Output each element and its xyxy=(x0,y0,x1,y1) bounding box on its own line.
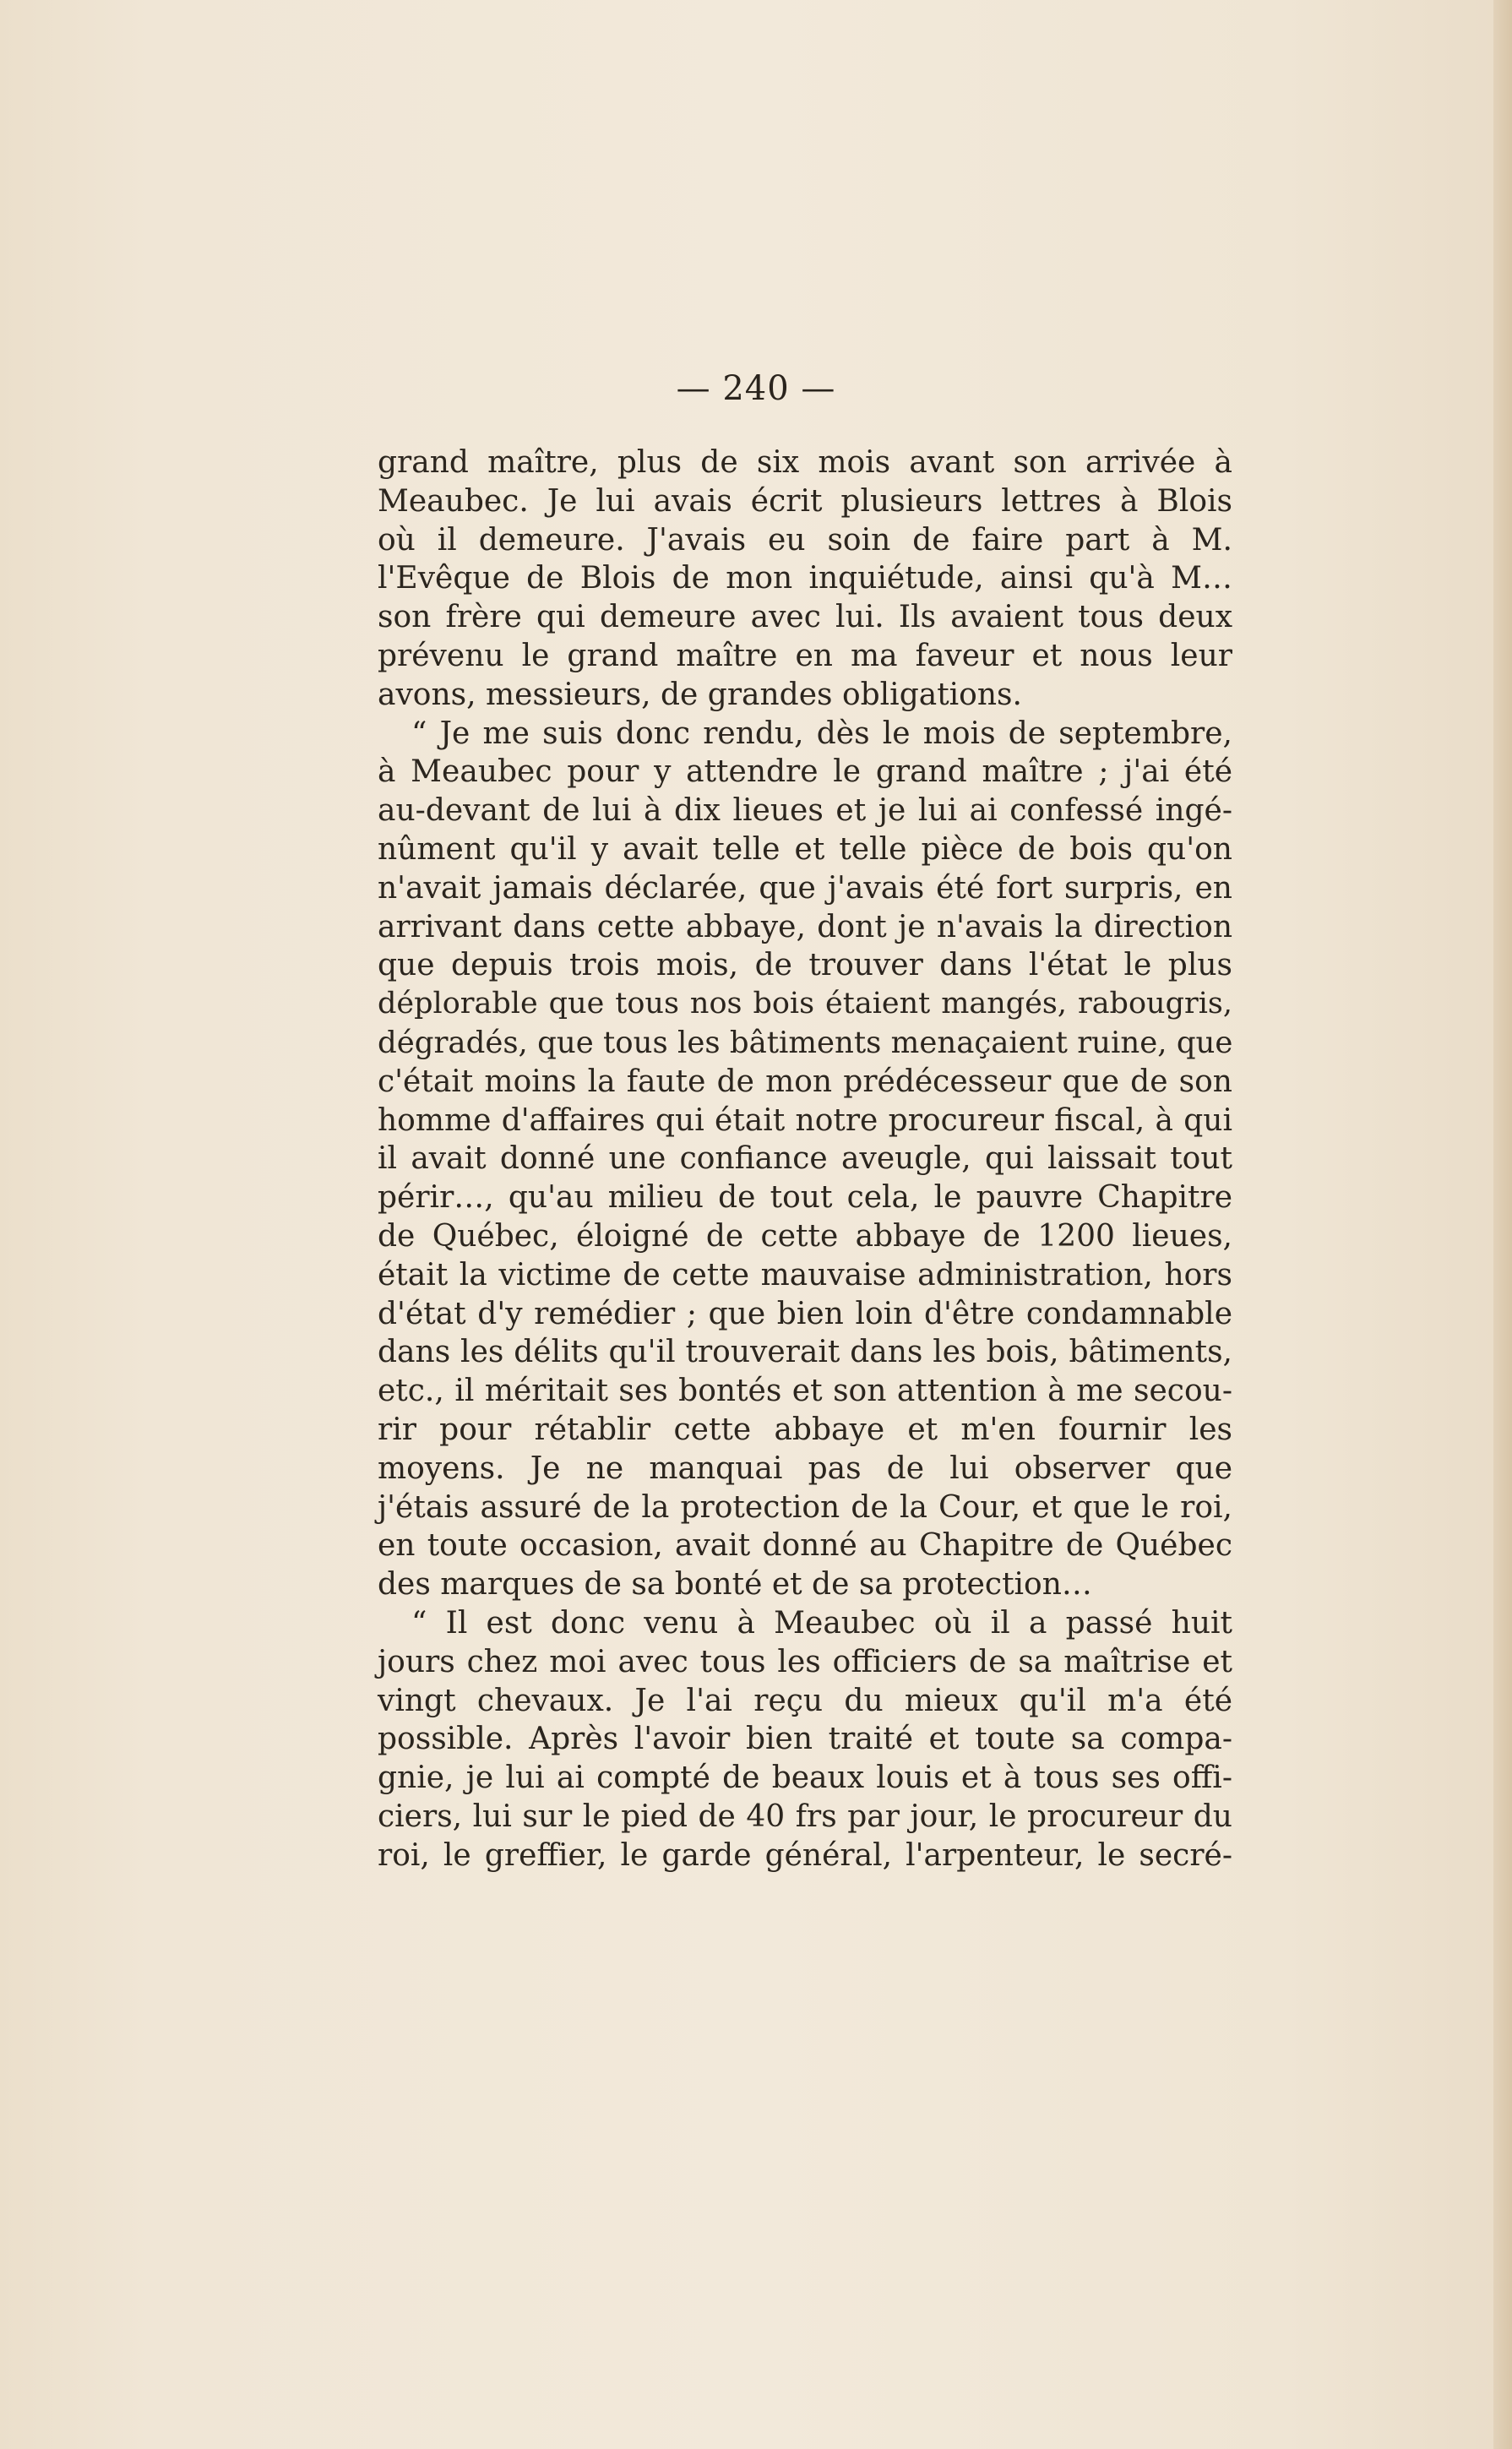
text-line: jours chez moi avec tous les officiers de sa maîtrise et xyxy=(378,1644,1232,1679)
text-line: nûment qu'il y avait telle et telle pièce de bois qu'on xyxy=(378,831,1232,867)
text-line: rir pour rétablir cette abbaye et m'en fournir les xyxy=(378,1412,1232,1447)
text-line: de Québec, éloigné de cette abbaye de 1200 lieues, xyxy=(378,1218,1232,1254)
text-line: d'état d'y remédier ; que bien loin d'être condamnable xyxy=(378,1296,1232,1331)
text-line: prévenu le grand maître en ma faveur et nous leur xyxy=(378,638,1232,673)
text-line: où il demeure. J'avais eu soin de faire part à M. xyxy=(378,522,1232,558)
text-line: des marques de sa bonté et de sa protection… xyxy=(378,1567,1092,1603)
text-line: était la victime de cette mauvaise administration, hors xyxy=(378,1257,1232,1293)
text-line: ciers, lui sur le pied de 40 frs par jour, le procureur du xyxy=(378,1799,1232,1834)
text-line: déplorable que tous nos bois étaient mangés, rabougris, xyxy=(378,987,1232,1021)
text-line: etc., il méritait ses bontés et son attention à me secou- xyxy=(378,1374,1232,1409)
body-text xyxy=(378,444,1232,1875)
text-line: en toute occasion, avait donné au Chapitre de Québec xyxy=(378,1528,1232,1564)
text-line: homme d'affaires qui était notre procureur fiscal, à qui xyxy=(378,1102,1232,1138)
text-line: arrivant dans cette abbaye, dont je n'avais la direction xyxy=(378,909,1232,944)
text-line: que depuis trois mois, de trouver dans l'état le plus xyxy=(378,948,1232,983)
page-number: — 240 — xyxy=(676,369,836,408)
text-line: j'étais assuré de la protection de la Cour, et que le roi, xyxy=(378,1489,1232,1525)
text-line: périr…, qu'au milieu de tout cela, le pauvre Chapitre xyxy=(378,1180,1232,1216)
text-line: il avait donné une confiance aveugle, qui laissait tout xyxy=(378,1141,1232,1177)
text-line: c'était moins la faute de mon prédécesseur que de son xyxy=(378,1064,1232,1099)
text-line: roi, le greffier, le garde général, l'arpenteur, le secré- xyxy=(378,1837,1232,1873)
text-line: vingt chevaux. Je l'ai reçu du mieux qu'il m'a été xyxy=(378,1683,1232,1718)
text-line: au-devant de lui à dix lieues et je lui ai confessé ingé- xyxy=(378,793,1232,829)
text-line: avons, messieurs, de grandes obligations. xyxy=(378,677,1022,712)
text-line: moyens. Je ne manquai pas de lui observer que xyxy=(378,1450,1232,1486)
text-line: “ Il est donc venu à Meaubec où il a passé huit xyxy=(411,1605,1232,1641)
text-line: l'Evêque de Blois de mon inquiétude, ainsi qu'à M… xyxy=(378,561,1232,596)
text-line: grand maître, plus de six mois avant son arrivée à xyxy=(378,445,1232,480)
text-line: dans les délits qu'il trouverait dans les bois, bâtiments, xyxy=(378,1335,1232,1370)
text-line: Meaubec. Je lui avais écrit plusieurs lettres à Blois xyxy=(378,483,1232,519)
page-edge xyxy=(1493,0,1512,2449)
text-line: à Meaubec pour y attendre le grand maître ; j'ai été xyxy=(378,754,1232,790)
text-line: n'avait jamais déclarée, que j'avais été fort surpris, en xyxy=(378,870,1232,906)
text-line: possible. Après l'avoir bien traité et toute sa compa- xyxy=(378,1722,1232,1757)
text-line: son frère qui demeure avec lui. Ils avaient tous deux xyxy=(378,600,1232,635)
text-line: dégradés, que tous les bâtiments menaçaient ruine, que xyxy=(378,1025,1233,1060)
text-line: “ Je me suis donc rendu, dès le mois de septembre, xyxy=(411,716,1232,751)
text-line: gnie, je lui ai compté de beaux louis et à tous ses offi- xyxy=(378,1761,1232,1796)
